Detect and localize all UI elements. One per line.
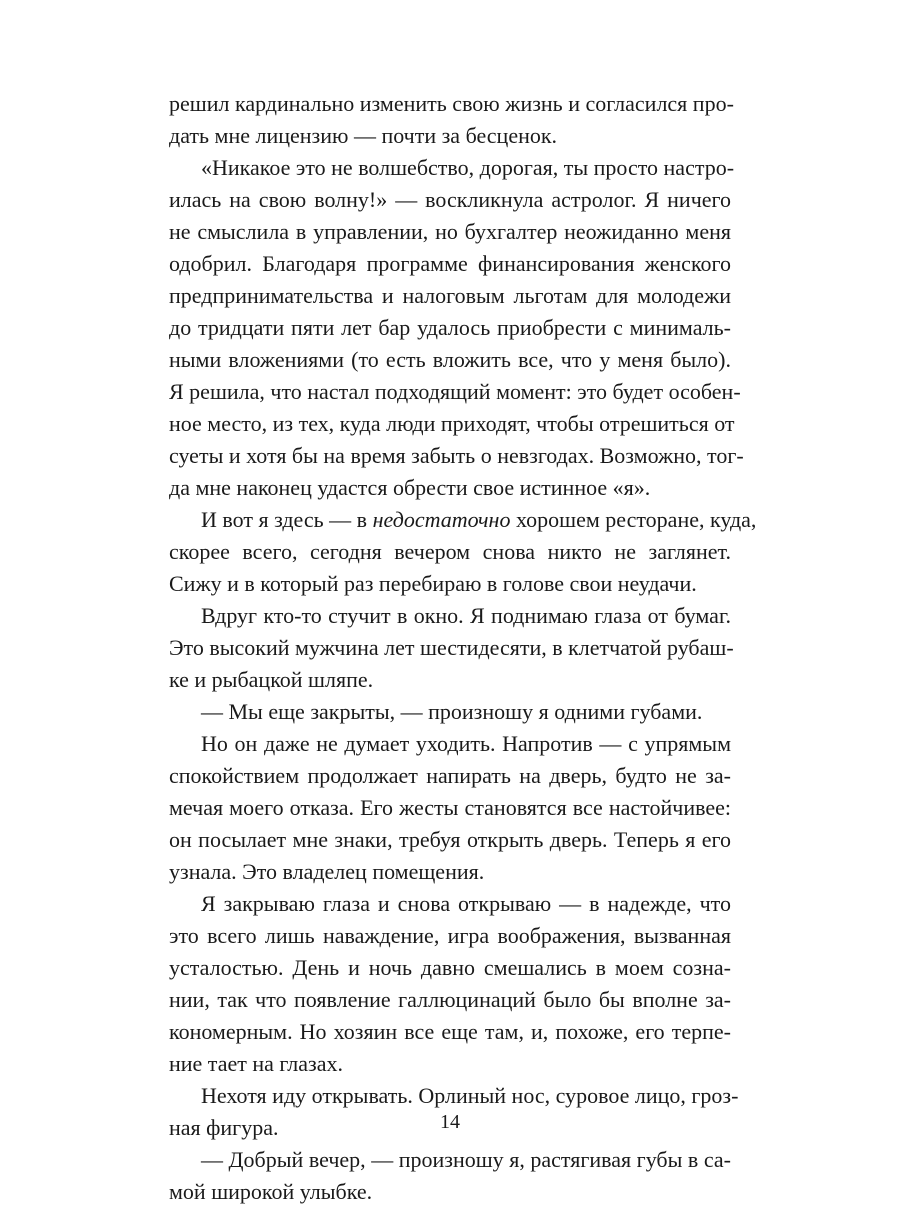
- paragraph: [169, 728, 731, 888]
- text-line: дать мне лицензию — почти за бесценок.: [169, 123, 558, 148]
- text-line: — Мы еще закрыты, — произношу я одними губами.: [201, 699, 703, 724]
- text-line: кономерным. Но хозяин все еще там, и, похоже, его терпе-: [169, 1019, 731, 1044]
- text-line: не смыслила в управлении, но бухгалтер неожиданно меня: [169, 219, 731, 244]
- text-run: хорошем ресторане, куда,: [510, 507, 757, 532]
- text-line: — Добрый вечер, — произношу я, растягивая губы в са-: [201, 1147, 731, 1172]
- text-line: илась на свою волну!» — воскликнула астролог. Я ничего: [169, 187, 731, 212]
- text-line: скорее всего, сегодня вечером снова никто не заглянет.: [169, 539, 731, 564]
- text-line: ке и рыбацкой шляпе.: [169, 667, 374, 692]
- text-line: Вдруг кто-то стучит в окно. Я поднимаю глаза от бумаг.: [201, 603, 731, 628]
- text-line: мой широкой улыбке.: [169, 1179, 373, 1204]
- paragraph: [169, 888, 731, 1080]
- text-line: суеты и хотя бы на время забыть о невзгодах. Возможно, тог-: [169, 443, 744, 468]
- text-line: он посылает мне знаки, требуя открыть дверь. Теперь я его: [169, 827, 731, 852]
- text-line: это всего лишь наваждение, игра воображения, вызванная: [169, 923, 731, 948]
- text-line: одобрил. Благодаря программе финансирования женского: [169, 251, 731, 276]
- text-line: Я закрываю глаза и снова открываю — в надежде, что: [201, 891, 731, 916]
- text-line: мечая моего отказа. Его жесты становятся все настойчивее:: [169, 795, 731, 820]
- italic-word: недостаточно: [372, 507, 511, 532]
- text-line: Сижу и в который раз перебираю в голове свои неудачи.: [169, 571, 697, 596]
- text-line: ние тает на глазах.: [169, 1051, 343, 1076]
- paragraph: [169, 152, 744, 504]
- page-body: [169, 88, 757, 1208]
- text-line: [169, 504, 757, 536]
- paragraph: [169, 600, 734, 696]
- text-line: решил кардинально изменить свою жизнь и согласился про-: [169, 91, 734, 116]
- page-number: 14: [440, 1111, 460, 1133]
- text-line: Но он даже не думает уходить. Напротив — с упрямым: [201, 731, 731, 756]
- paragraph: [169, 696, 731, 728]
- text-line: Это высокий мужчина лет шестидесяти, в клетчатой рубаш-: [169, 635, 734, 660]
- text-line: ными вложениями (то есть вложить все, что у меня было).: [169, 347, 731, 372]
- text-line: узнала. Это владелец помещения.: [169, 859, 485, 884]
- text-line: Я решила, что настал подходящий момент: это будет особен-: [169, 379, 741, 404]
- text-line: Нехотя иду открывать. Орлиный нос, суровое лицо, гроз-: [201, 1083, 739, 1108]
- text-line: нии, так что появление галлюцинаций было бы вполне за-: [169, 987, 731, 1012]
- text-line: да мне наконец удастся обрести свое истинное «я».: [169, 475, 651, 500]
- paragraph: [169, 1144, 731, 1208]
- text-line: до тридцати пяти лет бар удалось приобрести с минималь-: [169, 315, 731, 340]
- paragraph: [169, 88, 734, 152]
- text-line: спокойствием продолжает напирать на дверь, будто не за-: [169, 763, 731, 788]
- paragraph: [169, 504, 757, 600]
- text-line: ное место, из тех, куда люди приходят, чтобы отрешиться от: [169, 411, 735, 436]
- text-line: ная фигура.: [169, 1115, 279, 1140]
- text-run: И вот я здесь — в: [201, 507, 373, 532]
- text-line: усталостью. День и ночь давно смешались в моем созна-: [169, 955, 731, 980]
- text-line: «Никакое это не волшебство, дорогая, ты просто настро-: [201, 155, 735, 180]
- text-line: предпринимательства и налоговым льготам для молодежи: [169, 283, 731, 308]
